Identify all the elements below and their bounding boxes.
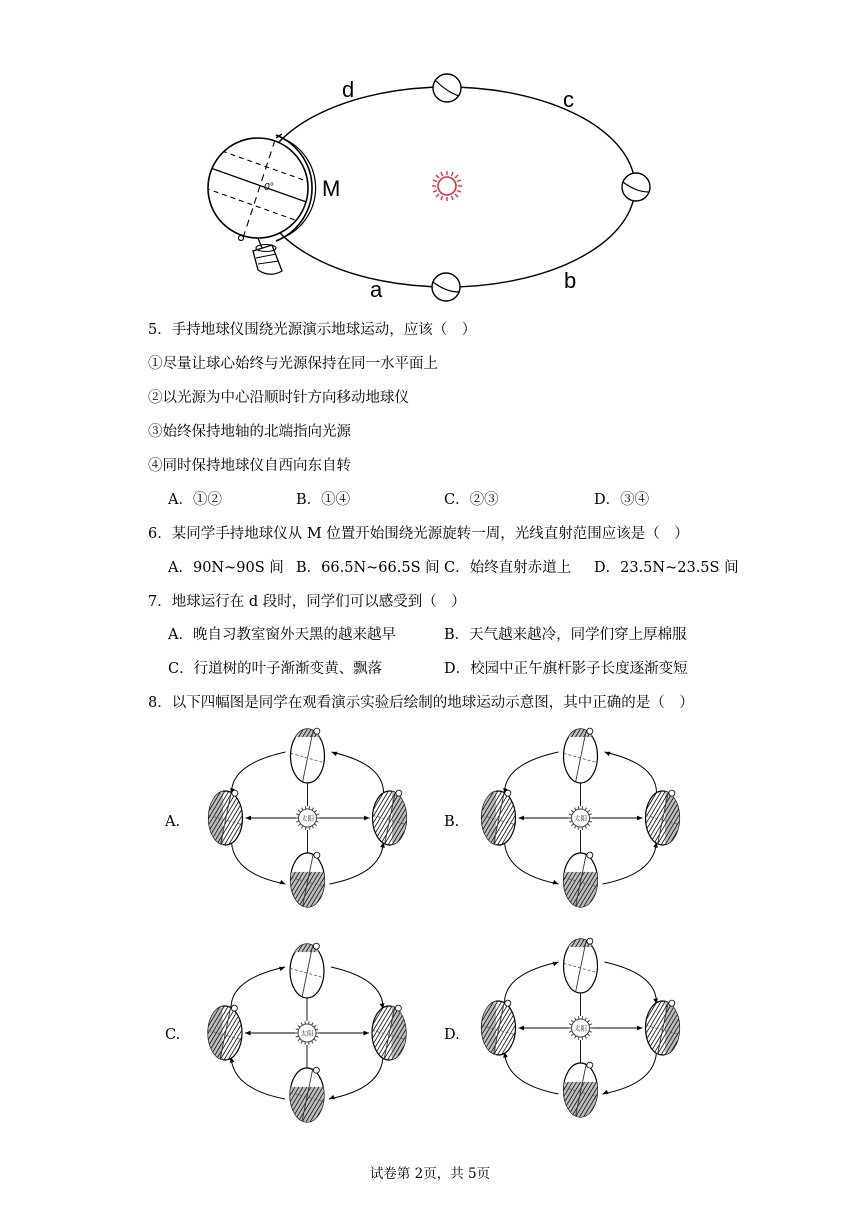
earth-right-icon bbox=[622, 173, 650, 201]
diagram-a bbox=[195, 725, 420, 915]
sun-icon bbox=[432, 171, 462, 201]
question-5-item-3: ③始终保持地轴的北端指向光源 bbox=[148, 424, 351, 440]
question-5-item-2: ②以光源为中心沿顺时针方向移动地球仪 bbox=[148, 390, 409, 406]
earth-top bbox=[504, 728, 645, 783]
question-5-option-a[interactable]: A．①② bbox=[168, 492, 222, 508]
question-6-stem: 6．某同学手持地球仪从 M 位置开始围绕光源旋转一周，光线直射范围应该是（ ） bbox=[148, 526, 689, 542]
earth-top bbox=[230, 943, 371, 998]
diagram-d-label[interactable]: D. bbox=[444, 1027, 460, 1043]
diagram-b bbox=[468, 725, 693, 915]
earth-bottom-icon bbox=[432, 273, 460, 301]
question-7-option-c[interactable]: C．行道树的叶子渐渐变黄、飘落 bbox=[168, 661, 383, 677]
label-b: b bbox=[564, 268, 577, 293]
sun-label: 太阳 bbox=[301, 815, 314, 823]
diagram-d bbox=[468, 925, 693, 1135]
sun-icon bbox=[569, 1016, 593, 1040]
sun-label: 太阳 bbox=[300, 1030, 314, 1038]
earth-top bbox=[231, 728, 372, 783]
orbit-figure bbox=[195, 70, 655, 305]
question-6-option-c[interactable]: C．始终直射赤道上 bbox=[444, 560, 572, 576]
label-M: M bbox=[322, 176, 341, 201]
diagram-c bbox=[192, 935, 422, 1135]
question-7-option-d[interactable]: D．校园中正午旗杆影子长度逐渐变短 bbox=[444, 661, 688, 677]
sun-icon bbox=[569, 806, 593, 830]
globe-model-icon bbox=[205, 134, 316, 274]
question-5-option-d[interactable]: D．③④ bbox=[594, 492, 650, 508]
diagram-c-label[interactable]: C. bbox=[165, 1027, 181, 1043]
earth-bottom bbox=[504, 852, 661, 907]
earth-bottom bbox=[231, 852, 388, 907]
question-5-item-4: ④同时保持地球仪自西向东自转 bbox=[148, 458, 351, 474]
question-6-option-a[interactable]: A．90N~90S 间 bbox=[168, 560, 284, 576]
diagram-a-label[interactable]: A. bbox=[165, 814, 181, 830]
earth-top-icon bbox=[433, 74, 461, 102]
question-7-option-b[interactable]: B．天气越来越冷，同学们穿上厚棉服 bbox=[444, 627, 687, 643]
earth-bottom bbox=[230, 1067, 387, 1122]
question-6-option-b[interactable]: B．66.5N~66.5S 间 bbox=[296, 560, 440, 576]
earth-bottom bbox=[504, 1062, 661, 1117]
question-6-option-d[interactable]: D．23.5N~23.5S 间 bbox=[594, 560, 739, 576]
label-d: d bbox=[342, 77, 355, 102]
label-equator: 0° bbox=[264, 182, 274, 193]
question-5-option-c[interactable]: C．②③ bbox=[444, 492, 499, 508]
earth-top bbox=[504, 938, 645, 993]
question-7-option-a[interactable]: A．晚自习教室窗外天黑的越来越早 bbox=[168, 627, 396, 643]
page-footer: 试卷第 2页，共 5页 bbox=[369, 1166, 491, 1182]
sun-label: 太阳 bbox=[574, 815, 587, 823]
sun-icon bbox=[295, 1021, 319, 1045]
question-8-stem: 8．以下四幅图是同学在观看演示实验后绘制的地球运动示意图，其中正确的是（ ） bbox=[148, 695, 694, 711]
label-a: a bbox=[370, 277, 383, 302]
sun-label: 太阳 bbox=[574, 1025, 587, 1033]
question-5-option-b[interactable]: B．①④ bbox=[296, 492, 351, 508]
question-7-stem: 7．地球运行在 d 段时，同学们可以感受到（ ） bbox=[148, 594, 466, 610]
sun-icon bbox=[296, 806, 320, 830]
question-5-stem: 5．手持地球仪围绕光源演示地球运动，应该（ ） bbox=[148, 322, 477, 338]
label-c: c bbox=[563, 87, 574, 112]
question-5-item-1: ①尽量让球心始终与光源保持在同一水平面上 bbox=[148, 356, 438, 372]
diagram-b-label[interactable]: B. bbox=[444, 814, 460, 830]
